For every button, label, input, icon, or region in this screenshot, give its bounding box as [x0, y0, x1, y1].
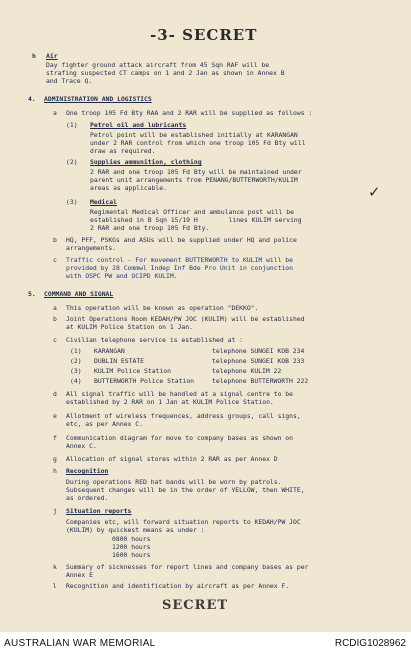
- para5-k-label: k: [53, 563, 57, 571]
- para5-d-label: d: [53, 390, 57, 398]
- para5-f-line: Annex C.: [66, 442, 97, 450]
- report-time: 1600 hours: [112, 551, 151, 559]
- supply-item-number: (2): [66, 158, 78, 166]
- report-time: 1200 hours: [112, 543, 151, 551]
- supply-item-line: established in B Sqn 15/19 H lines KULIM serving: [90, 216, 302, 224]
- para4-b-line: arrangements.: [66, 244, 117, 252]
- supply-item-title: Medical: [90, 198, 117, 206]
- supply-item-number: (1): [66, 121, 78, 129]
- para5-h-label: h: [53, 467, 57, 475]
- phone-number-index: (1): [70, 347, 82, 355]
- para5-l-text: Recognition and identification by aircraft as per Annex F.: [66, 582, 290, 590]
- para4-c-line: Traffic control - For movement BUTTERWORTH to KULIM will be: [66, 256, 294, 264]
- para4-b-line: HQ, PFF, PSKGs and ASUs will be supplied under HQ and police: [66, 236, 297, 244]
- para5-c-label: c: [53, 336, 57, 344]
- para5-f-label: f: [53, 434, 57, 442]
- para5-title: COMMAND AND SIGNAL: [44, 290, 114, 298]
- para5-a-text: This operation will be known as operation "DEKKO".: [66, 304, 259, 312]
- para5-j-line: (KULIM) by quickest means as under :: [66, 526, 205, 534]
- record-reference: RCDIG1028962: [334, 638, 406, 649]
- phone-number: telephone KULIM 22: [212, 367, 282, 375]
- para5-g-label: g: [53, 455, 57, 463]
- source-credit: AUSTRALIAN WAR MEMORIAL: [4, 638, 156, 649]
- para4-c-line: with OSPC PW and OCIPD KULIM.: [66, 272, 178, 280]
- para4-number: 4.: [28, 95, 36, 103]
- para4-b-label: b: [53, 236, 57, 244]
- para5-a-label: a: [53, 304, 57, 312]
- phone-number: telephone SUNGEI KOB 233: [212, 357, 305, 365]
- supply-item-line: draw as required.: [90, 147, 156, 155]
- para5-g-text: Allocation of signal stores within 2 RAR as per Annex D: [66, 455, 278, 463]
- para5-l-label: l: [53, 582, 57, 590]
- phone-number-index: (2): [70, 357, 82, 365]
- credit-bar: [0, 632, 411, 654]
- phone-number: telephone BUTTERWORTH 222: [212, 377, 309, 385]
- para5-e-line: Allotment of wireless frequences, address groups, call signs,: [66, 412, 301, 420]
- phone-number: telephone SUNGEI KOB 234: [212, 347, 305, 355]
- phone-number-index: (4): [70, 377, 82, 385]
- para5-h-line: as ordered.: [66, 494, 109, 502]
- checkmark-annotation: ✓: [368, 183, 381, 201]
- para5-h-line: During operations RED hat bands will be worn by patrols.: [66, 478, 282, 486]
- phone-location: KARANGAN: [94, 347, 125, 355]
- supply-item-line: parent unit arrangements from PENANG/BUTTERWORTH/KULIM: [90, 176, 298, 184]
- supply-item-line: 2 RAR and one troop 105 Fd Bty will be maintained under: [90, 168, 302, 176]
- para5-b-label: b: [53, 315, 57, 323]
- para4-title: ADMINISTRATION AND LOGISTICS: [44, 95, 152, 103]
- para5-d-line: All signal traffic will be handled at a signal centre to be: [66, 390, 294, 398]
- page-title: -3- SECRET: [150, 26, 258, 44]
- para4-h-line: and Trace Q.: [46, 77, 93, 85]
- phone-location: BUTTERWORTH Police Station: [94, 377, 195, 385]
- phone-number-index: (3): [70, 367, 82, 375]
- para5-h-title: Recognition: [66, 467, 109, 475]
- supply-item-line: areas as applicable.: [90, 184, 167, 192]
- para5-number: 5.: [28, 290, 36, 298]
- para5-f-line: Communication diagram for move to company bases as shown on: [66, 434, 294, 442]
- para4-c-label: c: [53, 256, 57, 264]
- para4-h-title: Air: [46, 52, 58, 60]
- supply-item-line: 2 RAR and one troop 105 Fd Bty.: [90, 224, 210, 232]
- para4-h-line: strafing suspected CT camps on 1 and 2 Jan as shown in Annex B: [46, 69, 285, 77]
- supply-item-title: Petrol oil and lubricants: [90, 121, 187, 129]
- para5-b-line: Joint Operations Room KEDAH/PW JOC (KULIM) will be established: [66, 315, 305, 323]
- para4-h-label: h: [32, 52, 36, 60]
- para4-h-line: Day fighter ground attack aircraft from 45 Sqn RAF will be: [46, 61, 270, 69]
- para5-k-line: Annex E: [66, 571, 93, 579]
- supply-item-title: Supplies ammunition, clothing: [90, 158, 202, 166]
- para5-j-title: Situation reports: [66, 507, 132, 515]
- para5-j-line: Companies etc, will forward situation reports to KEDAH/PW JOC: [66, 518, 301, 526]
- para5-e-label: e: [53, 412, 57, 420]
- para5-d-line: established by 2 RAR on 1 Jan at KULIM Police Station.: [66, 398, 274, 406]
- para5-k-line: Summary of sicknesses for report lines and company bases as per: [66, 563, 309, 571]
- supply-item-line: Petrol point will be established initially at KARANGAN: [90, 131, 298, 139]
- para4-c-line: provided by 28 Commwl Indep Inf Bde Pro Unit in conjunction: [66, 264, 294, 272]
- para5-e-line: etc, as per Annex C.: [66, 420, 143, 428]
- report-time: 0800 hours: [112, 535, 151, 543]
- supply-item-line: under 2 RAR control from which one troop 105 Fd Bty will: [90, 139, 306, 147]
- para5-b-line: at KULIM Police Station on 1 Jan.: [66, 323, 193, 331]
- supply-item-line: Regimental Medical Officer and ambulance post will be: [90, 208, 294, 216]
- para5-c-text: Civilian telephone service is established at :: [66, 336, 243, 344]
- supply-item-number: (3): [66, 198, 78, 206]
- para4-a-text: One troop 105 Fd Bty RAA and 2 RAR will be supplied as follows :: [66, 109, 313, 117]
- para5-h-line: Subsequent changes will be in the order of YELLOW, then WHITE,: [66, 486, 305, 494]
- para4-a-label: a: [53, 109, 57, 117]
- footer-classification: SECRET: [162, 598, 229, 613]
- phone-location: DUBLIN ESTATE: [94, 357, 145, 365]
- para5-j-label: j: [53, 507, 57, 515]
- phone-location: KULIM Police Station: [94, 367, 171, 375]
